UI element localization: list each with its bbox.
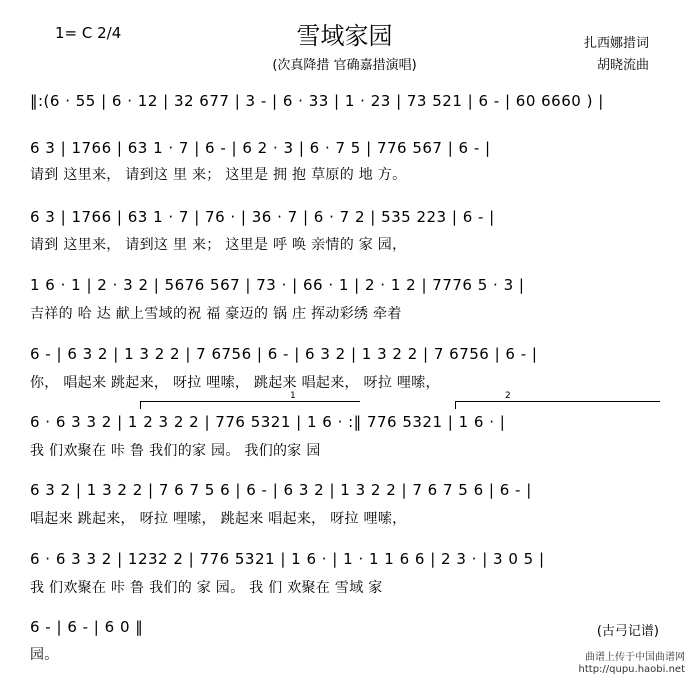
score-row-2-lyric: 请到 这里来， 请到这 里 来； 这里是 拥 抱 草原的 地 方。	[30, 167, 407, 183]
volta-1-label: 1	[290, 391, 296, 401]
watermark-line-2: http://qupu.haobi.net	[578, 664, 685, 675]
score-row-1-notes: ‖:(6 · 55 | 6 · 12 | 32 677 | 3 - | 6 · 33 | 1 · 23 | 73 521 | 6 - | 60 6660 ) |	[30, 92, 604, 110]
score-row-5-notes: 6 - | 6 3 2 | 1 3 2 2 | 7 6756 | 6 - | 6 3 2 | 1 3 2 2 | 7 6756 | 6 - |	[30, 345, 538, 363]
watermark-line-1: 曲谱上传于中国曲谱网	[585, 652, 685, 663]
song-title: 雪域家园	[296, 22, 393, 50]
score-row-7-notes: 6 3 2 | 1 3 2 2 | 7 6 7 5 6 | 6 - | 6 3 2 | 1 3 2 2 | 7 6 7 5 6 | 6 - |	[30, 481, 532, 499]
score-row-8-lyric: 我 们欢聚在 咔 鲁 我们的 家 园。 我 们 欢聚在 雪域 家	[30, 580, 383, 596]
score-row-4-notes: 1 6 · 1 | 2 · 3 2 | 5676 567 | 73 · | 66 · 1 | 2 · 1 2 | 7776 5 · 3 |	[30, 276, 525, 294]
volta-bracket-2-left	[455, 401, 456, 409]
notation-credit: (古弓记谱)	[596, 624, 659, 639]
performer-credit: (次真降措 官确嘉措演唱)	[272, 58, 417, 73]
composer-credit: 胡晓流曲	[596, 58, 649, 73]
volta-bracket-1	[140, 401, 360, 402]
volta-bracket-2	[455, 401, 660, 402]
watermark	[579, 652, 685, 676]
score-row-2-notes: 6 3 | 1766 | 63 1 · 7 | 6 - | 6 2 · 3 | 6 · 7 5 | 776 567 | 6 - |	[30, 139, 491, 157]
score-row-7-lyric: 唱起来 跳起来， 呀拉 哩嗦， 跳起来 唱起来， 呀拉 哩嗦，	[30, 511, 407, 527]
score-row-6-lyric: 我 们欢聚在 咔 鲁 我们的家 园。 我们的家 园	[30, 443, 321, 459]
score-row-3-lyric: 请到 这里来， 请到这 里 来； 这里是 呼 唤 亲情的 家 园，	[30, 237, 407, 253]
key-signature: 1= C 2/4	[55, 24, 122, 42]
score-row-5-lyric: 你， 唱起来 跳起来， 呀拉 哩嗦， 跳起来 唱起来， 呀拉 哩嗦，	[30, 375, 440, 391]
score-row-9-notes: 6 - | 6 - | 6 0 ‖	[30, 618, 144, 636]
volta-2-label: 2	[505, 391, 511, 401]
score-row-4-lyric: 吉祥的 哈 达 献上雪域的祝 福 豪迈的 锅 庄 挥动彩绣 牵着	[30, 306, 402, 322]
score-row-6-notes: 6 · 6 3 3 2 | 1 2 3 2 2 | 776 5321 | 1 6 · :‖ 776 5321 | 1 6 · |	[30, 413, 506, 431]
volta-bracket-1-left	[140, 401, 141, 409]
score-row-3-notes: 6 3 | 1766 | 63 1 · 7 | 76 · | 36 · 7 | 6 · 7 2 | 535 223 | 6 - |	[30, 208, 495, 226]
score-row-8-notes: 6 · 6 3 3 2 | 1232 2 | 776 5321 | 1 6 · | 1 · 1 1 6 6 | 2 3 · | 3 0 5 |	[30, 550, 545, 568]
score-row-9-lyric: 园。	[30, 647, 59, 663]
lyricist-credit: 扎西娜措词	[583, 36, 649, 51]
